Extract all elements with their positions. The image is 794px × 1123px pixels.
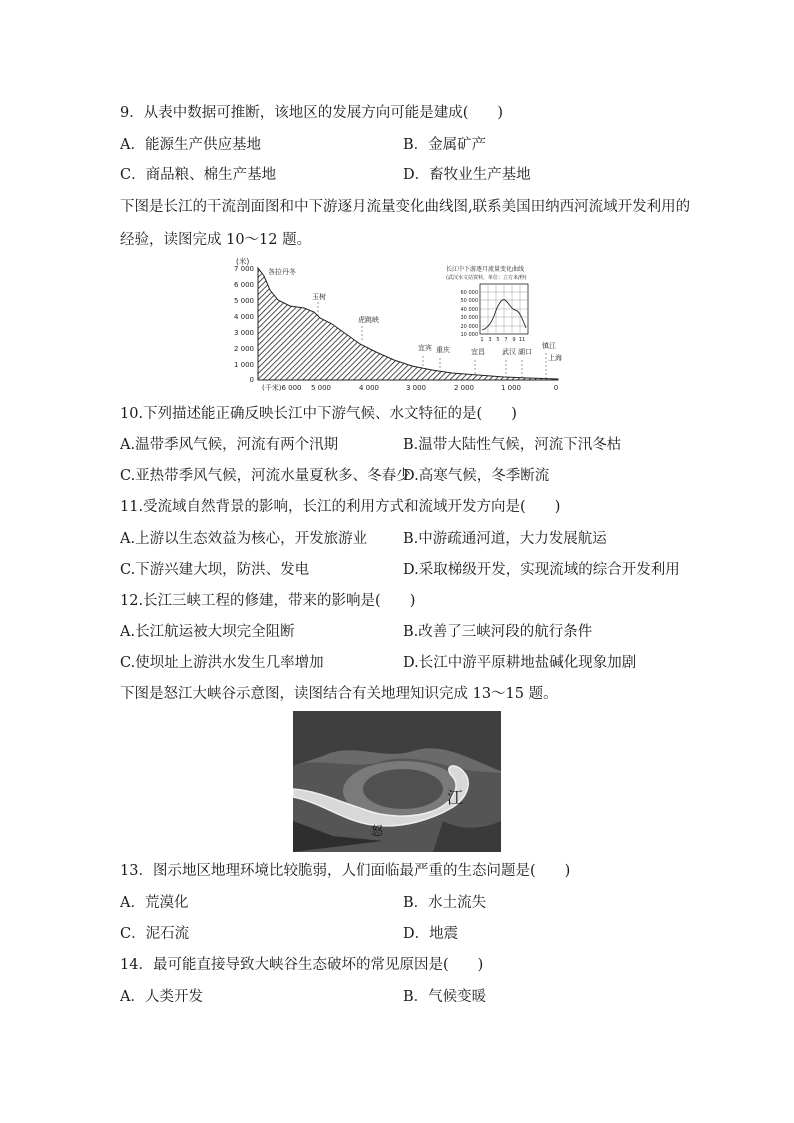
intro1-line2: 经验，读图完成 10～12 题。 bbox=[120, 232, 312, 248]
inset-y-tick: 20 000 bbox=[460, 324, 478, 330]
inset-x-tick: 9 bbox=[512, 337, 516, 343]
nujiang-canyon-photo bbox=[293, 711, 501, 852]
q11-stem: 11.受流域自然背景的影响，长江的利用方式和流域开发方向是( ) bbox=[120, 499, 561, 515]
profile-x-tick: 1 000 bbox=[500, 384, 522, 392]
profile-y-unit: (米) bbox=[236, 257, 250, 266]
q12-option-a: A.长江航运被大坝完全阻断 bbox=[120, 624, 295, 640]
q14-option-a: A．人类开发 bbox=[120, 989, 203, 1005]
q10-option-a: A.温带季风气候，河流有两个汛期 bbox=[120, 437, 339, 453]
q13-option-a: A．荒漠化 bbox=[120, 895, 189, 911]
inset-y-tick: 60 000 bbox=[460, 290, 478, 296]
q10-option-c: C.亚热带季风气候，河流水量夏秋多、冬春少 bbox=[120, 468, 411, 484]
q12-stem: 12.长江三峡工程的修建，带来的影响是( ) bbox=[120, 593, 416, 609]
place-label: 各拉丹冬 bbox=[268, 268, 296, 276]
inset-y-tick: 50 000 bbox=[460, 298, 478, 304]
label-jiang: 江 bbox=[447, 788, 464, 807]
inset-x-tick: 5 bbox=[496, 337, 500, 343]
q12-option-d: D.长江中游平原耕地盐碱化现象加剧 bbox=[403, 655, 637, 671]
q11-option-b: B.中游疏通河道，大力发展航运 bbox=[403, 531, 607, 547]
q13-option-c: C．泥石流 bbox=[120, 926, 190, 942]
inset-x-tick: 3 bbox=[488, 337, 492, 343]
intro2-line1: 下图是怒江大峡谷示意图，读图结合有关地理知识完成 13～15 题。 bbox=[120, 686, 558, 702]
inset-title: 长江中下游逐月流量变化曲线 bbox=[446, 266, 525, 273]
intro1-line1: 下图是长江的干流剖面图和中下游逐月流量变化曲线图,联系美国田纳西河流域开发利用的 bbox=[120, 199, 691, 215]
q9-option-d: D．畜牧业生产基地 bbox=[403, 167, 531, 183]
profile-y-tick: 5 000 bbox=[233, 297, 254, 305]
place-label: 重庆 bbox=[436, 346, 450, 354]
profile-y-tick: 4 000 bbox=[233, 313, 254, 321]
q9-option-a: A．能源生产供应基地 bbox=[120, 137, 261, 153]
profile-x-tick: 3 000 bbox=[405, 384, 427, 392]
q11-option-c: C.下游兴建大坝，防洪、发电 bbox=[120, 562, 310, 578]
q14-stem: 14．最可能直接导致大峡谷生态破坏的常见原因是( ) bbox=[120, 957, 484, 973]
profile-y-tick: 3 000 bbox=[233, 329, 254, 337]
inset-x-tick: 7 bbox=[504, 337, 508, 343]
q14-option-b: B．气候变暖 bbox=[403, 989, 487, 1005]
q9-option-c: C．商品粮、棉生产基地 bbox=[120, 167, 277, 183]
inset-y-tick: 10 000 bbox=[460, 332, 478, 338]
q11-option-a: A.上游以生态效益为核心，开发旅游业 bbox=[120, 531, 368, 547]
profile-y-tick: 2 000 bbox=[233, 345, 254, 353]
inset-y-tick: 30 000 bbox=[460, 315, 478, 321]
place-label: 宜宾 bbox=[418, 344, 432, 352]
label-nu: 怒 bbox=[371, 824, 384, 838]
place-label: 玉树 bbox=[312, 293, 326, 301]
q13-stem: 13．图示地区地理环境比较脆弱，人们面临最严重的生态问题是( ) bbox=[120, 863, 571, 879]
q11-option-d: D.采取梯级开发，实现流域的综合开发利用 bbox=[403, 562, 680, 578]
place-label: 武汉 bbox=[502, 348, 516, 356]
inset-y-tick: 40 000 bbox=[460, 307, 478, 313]
place-label: 虎跳峡 bbox=[358, 316, 379, 324]
inset-x-tick: 1 bbox=[480, 337, 484, 343]
profile-x-tick: 4 000 bbox=[358, 384, 380, 392]
profile-y-tick: 6 000 bbox=[233, 281, 254, 289]
profile-x-tick: (千米)6 000 bbox=[262, 384, 302, 392]
inset-x-tick: 11 bbox=[518, 337, 526, 343]
q10-stem: 10.下列描述能正确反映长江中下游气候、水文特征的是( ) bbox=[120, 406, 517, 422]
q12-option-b: B.改善了三峡河段的航行条件 bbox=[403, 624, 593, 640]
profile-y-tick: 0 bbox=[249, 376, 254, 384]
profile-x-tick: 2 000 bbox=[453, 384, 475, 392]
yangtze-profile-figure bbox=[228, 256, 564, 396]
profile-x-tick: 0 bbox=[553, 384, 559, 392]
q13-option-b: B．水土流失 bbox=[403, 895, 487, 911]
place-label: 镇江 bbox=[542, 342, 556, 350]
q12-option-c: C.使坝址上游洪水发生几率增加 bbox=[120, 655, 324, 671]
inset-subtitle: (武汉水文站资料，单位：立方米/秒) bbox=[446, 275, 527, 281]
place-label: 宜昌 bbox=[471, 348, 485, 356]
profile-y-tick: 7 000 bbox=[233, 265, 254, 273]
place-label: 上海 bbox=[548, 354, 562, 362]
q10-option-b: B.温带大陆性气候，河流下汛冬枯 bbox=[403, 437, 622, 453]
place-label: 湖口 bbox=[518, 348, 532, 356]
q9-stem: 9．从表中数据可推断，该地区的发展方向可能是建成( ) bbox=[120, 105, 504, 121]
profile-x-tick: 5 000 bbox=[310, 384, 332, 392]
flow-inset-chart bbox=[446, 265, 528, 343]
q13-option-d: D．地震 bbox=[403, 926, 459, 942]
q10-option-d: D.高寒气候，冬季断流 bbox=[403, 468, 550, 484]
q9-option-b: B．金属矿产 bbox=[403, 137, 487, 153]
profile-y-tick: 1 000 bbox=[233, 361, 254, 369]
